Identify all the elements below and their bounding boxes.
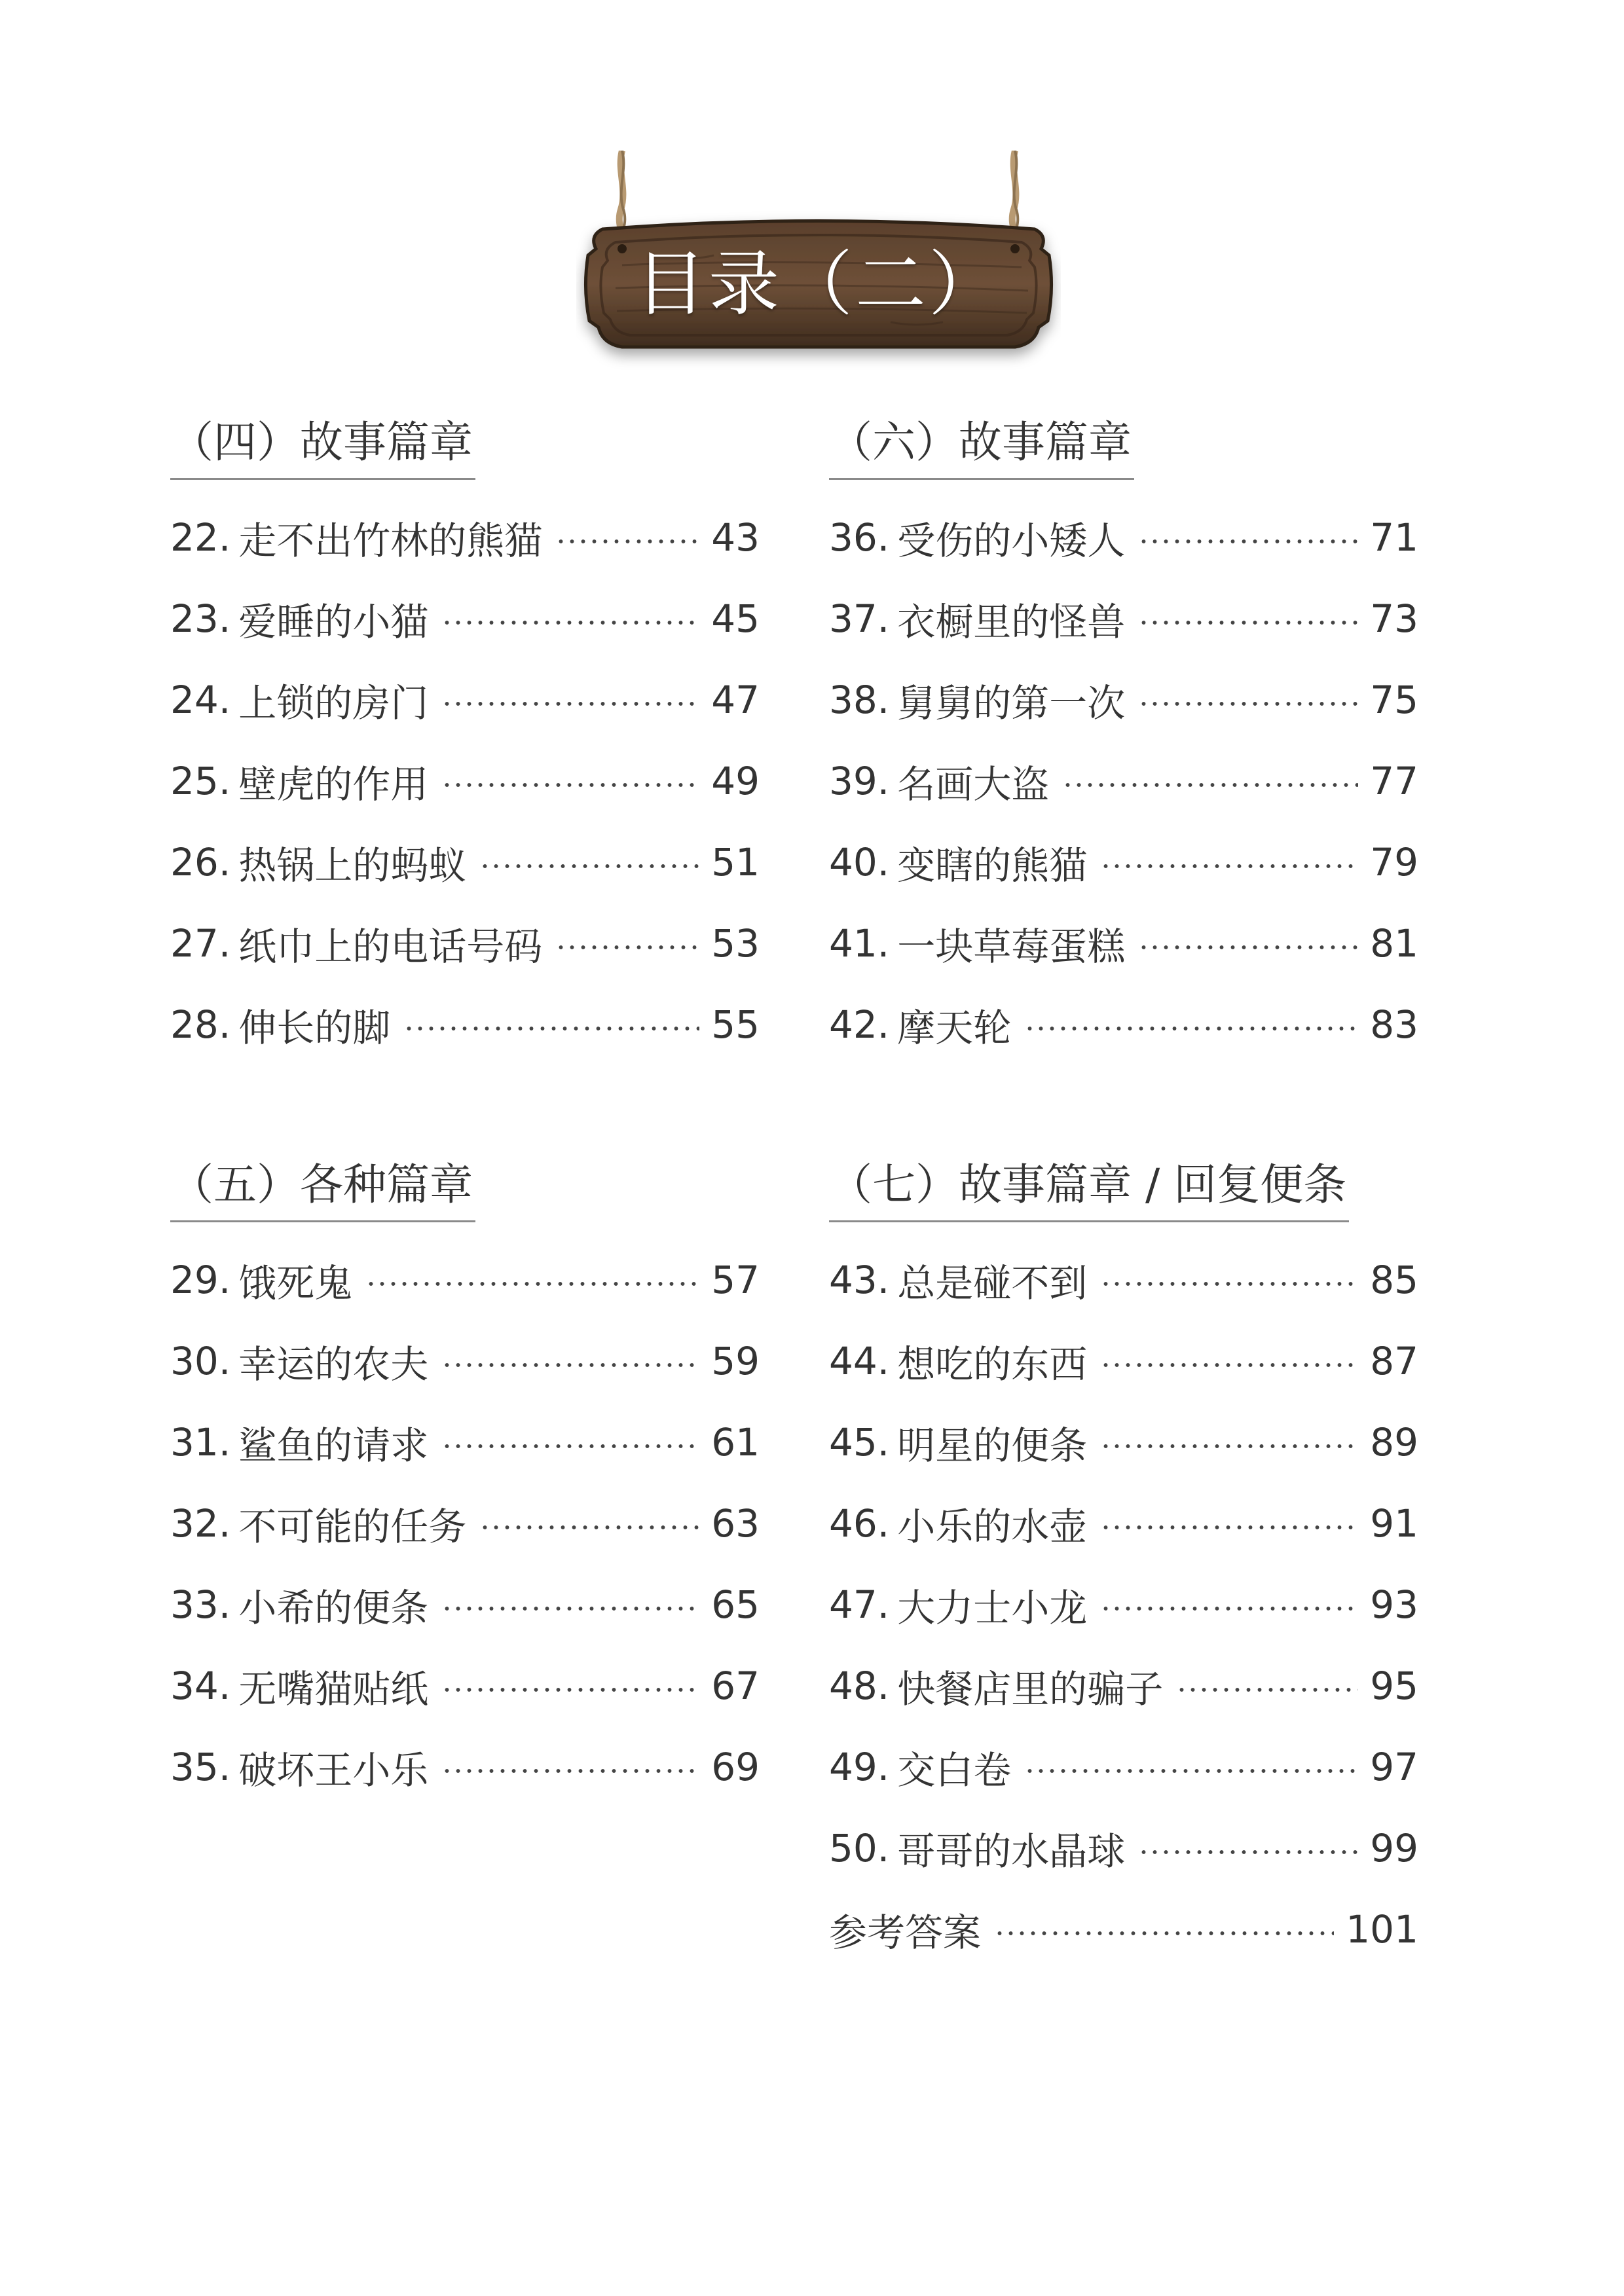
entry-number: 24. xyxy=(170,678,231,722)
toc-entry[interactable] xyxy=(170,1564,760,1645)
dot-leader xyxy=(441,782,699,788)
entry-title: 小希的便条 xyxy=(238,1586,429,1630)
entry-number: 33. xyxy=(170,1582,231,1627)
section-header: （四）故事篇章 xyxy=(170,412,475,480)
entry-number: 49. xyxy=(829,1745,890,1789)
dot-leader xyxy=(365,1281,699,1287)
entry-page: 93 xyxy=(1370,1582,1418,1627)
toc-section-7 xyxy=(829,1155,1418,1970)
toc-entry[interactable] xyxy=(170,578,760,659)
toc-entry[interactable] xyxy=(829,1645,1418,1726)
entry-page: 53 xyxy=(711,921,760,966)
entry-title: 参考答案 xyxy=(829,1910,982,1955)
dot-leader xyxy=(441,701,699,707)
entry-list xyxy=(829,497,1418,1065)
dot-leader xyxy=(1138,1849,1358,1855)
toc-entry[interactable] xyxy=(829,1321,1418,1402)
dot-leader xyxy=(1176,1686,1358,1693)
entry-title: 受伤的小矮人 xyxy=(897,519,1126,563)
toc-entry[interactable] xyxy=(170,903,760,984)
dot-leader xyxy=(1100,1605,1358,1612)
entry-number: 46. xyxy=(829,1501,890,1546)
entry-title: 小乐的水壶 xyxy=(897,1504,1088,1549)
dot-leader xyxy=(479,863,699,869)
entry-title: 一块草莓蛋糕 xyxy=(897,924,1126,969)
dot-leader xyxy=(1138,701,1358,707)
entry-title: 伸长的脚 xyxy=(238,1006,391,1050)
entry-title: 上锁的房门 xyxy=(238,681,429,725)
entry-page: 85 xyxy=(1370,1258,1418,1302)
entry-page: 67 xyxy=(711,1664,760,1708)
dot-leader xyxy=(555,944,699,951)
entry-number: 26. xyxy=(170,840,231,884)
toc-entry[interactable] xyxy=(829,1483,1418,1564)
toc-section-6 xyxy=(829,412,1418,1065)
entry-title: 想吃的东西 xyxy=(897,1342,1088,1387)
entry-number: 35. xyxy=(170,1745,231,1789)
entry-page: 77 xyxy=(1370,759,1418,803)
entry-page: 61 xyxy=(711,1420,760,1465)
entry-title: 走不出竹林的熊猫 xyxy=(238,519,543,563)
dot-leader xyxy=(1100,1443,1358,1449)
toc-section-5 xyxy=(170,1155,760,1808)
entry-number: 37. xyxy=(829,596,890,641)
entry-title: 不可能的任务 xyxy=(238,1504,467,1549)
dot-leader xyxy=(1100,863,1358,869)
toc-entry[interactable] xyxy=(170,1239,760,1321)
toc-entry[interactable] xyxy=(170,1645,760,1726)
toc-section-4 xyxy=(170,412,760,1065)
entry-number: 43. xyxy=(829,1258,890,1302)
entry-title: 壁虎的作用 xyxy=(238,762,429,807)
entry-list xyxy=(829,1239,1418,1970)
entry-number: 38. xyxy=(829,678,890,722)
entry-number: 30. xyxy=(170,1339,231,1383)
entry-number: 36. xyxy=(829,515,890,560)
entry-title: 快餐店里的骗子 xyxy=(897,1667,1164,1711)
entry-number: 42. xyxy=(829,1002,890,1047)
page-title: 目录（二） xyxy=(635,244,1002,325)
entry-page: 79 xyxy=(1370,840,1418,884)
entry-page: 101 xyxy=(1346,1907,1418,1952)
entry-page: 99 xyxy=(1370,1826,1418,1870)
dot-leader xyxy=(441,1362,699,1368)
dot-leader xyxy=(994,1930,1334,1937)
dot-leader xyxy=(1024,1025,1358,1032)
entry-number: 50. xyxy=(829,1826,890,1870)
toc-entry[interactable] xyxy=(170,1321,760,1402)
dot-leader xyxy=(403,1025,699,1032)
toc-entry[interactable] xyxy=(170,984,760,1065)
dot-leader xyxy=(441,1686,699,1693)
section-header: （六）故事篇章 xyxy=(829,412,1134,480)
entry-page: 95 xyxy=(1370,1664,1418,1708)
toc-entry[interactable] xyxy=(170,659,760,740)
entry-number: 39. xyxy=(829,759,890,803)
entry-list xyxy=(170,1239,760,1808)
entry-title: 爱睡的小猫 xyxy=(238,600,429,644)
entry-title: 交白卷 xyxy=(897,1748,1012,1793)
entry-title: 饿死鬼 xyxy=(238,1261,353,1305)
entry-page: 97 xyxy=(1370,1745,1418,1789)
entry-page: 87 xyxy=(1370,1339,1418,1383)
entry-title: 摩天轮 xyxy=(897,1006,1012,1050)
section-header: （五）各种篇章 xyxy=(170,1155,475,1222)
toc-entry[interactable] xyxy=(829,903,1418,984)
entry-number: 23. xyxy=(170,596,231,641)
entry-page: 73 xyxy=(1370,596,1418,641)
entry-number: 32. xyxy=(170,1501,231,1546)
dot-leader xyxy=(441,1605,699,1612)
toc-entry-answers[interactable] xyxy=(829,1889,1418,1970)
entry-page: 69 xyxy=(711,1745,760,1789)
entry-page: 59 xyxy=(711,1339,760,1383)
entry-number: 41. xyxy=(829,921,890,966)
dot-leader xyxy=(1138,619,1358,626)
entry-number: 44. xyxy=(829,1339,890,1383)
dot-leader xyxy=(1024,1768,1358,1774)
entry-title: 名画大盗 xyxy=(897,762,1050,807)
toc-entry[interactable] xyxy=(829,1726,1418,1808)
toc-entry[interactable] xyxy=(829,984,1418,1065)
dot-leader xyxy=(1100,1524,1358,1531)
entry-number: 45. xyxy=(829,1420,890,1465)
entry-title: 哥哥的水晶球 xyxy=(897,1829,1126,1874)
toc-entry[interactable] xyxy=(170,740,760,822)
entry-list xyxy=(170,497,760,1065)
entry-number: 22. xyxy=(170,515,231,560)
entry-page: 49 xyxy=(711,759,760,803)
entry-title: 大力士小龙 xyxy=(897,1586,1088,1630)
entry-page: 65 xyxy=(711,1582,760,1627)
entry-page: 81 xyxy=(1370,921,1418,966)
entry-number: 47. xyxy=(829,1582,890,1627)
entry-page: 71 xyxy=(1370,515,1418,560)
entry-page: 63 xyxy=(711,1501,760,1546)
entry-number: 29. xyxy=(170,1258,231,1302)
entry-title: 变瞎的熊猫 xyxy=(897,843,1088,888)
dot-leader xyxy=(1138,538,1358,545)
entry-title: 幸运的农夫 xyxy=(238,1342,429,1387)
entry-number: 28. xyxy=(170,1002,231,1047)
entry-number: 25. xyxy=(170,759,231,803)
entry-page: 51 xyxy=(711,840,760,884)
dot-leader xyxy=(555,538,699,545)
entry-title: 衣橱里的怪兽 xyxy=(897,600,1126,644)
toc-entry[interactable] xyxy=(829,1239,1418,1321)
entry-page: 57 xyxy=(711,1258,760,1302)
toc-entry[interactable] xyxy=(170,1402,760,1483)
entry-page: 75 xyxy=(1370,678,1418,722)
section-header: （七）故事篇章 / 回复便条 xyxy=(829,1155,1349,1222)
toc-entry[interactable] xyxy=(829,497,1418,578)
toc-entry[interactable] xyxy=(829,1808,1418,1889)
entry-title: 舅舅的第一次 xyxy=(897,681,1126,725)
entry-title: 鲨鱼的请求 xyxy=(238,1423,429,1468)
entry-title: 热锅上的蚂蚁 xyxy=(238,843,467,888)
toc-entry[interactable] xyxy=(170,1726,760,1808)
entry-number: 40. xyxy=(829,840,890,884)
toc-entry[interactable] xyxy=(829,1402,1418,1483)
entry-page: 47 xyxy=(711,678,760,722)
dot-leader xyxy=(1138,944,1358,951)
toc-entry[interactable] xyxy=(170,822,760,903)
entry-title: 明星的便条 xyxy=(897,1423,1088,1468)
toc-entry[interactable] xyxy=(829,578,1418,659)
toc-entry[interactable] xyxy=(829,822,1418,903)
entry-title: 破坏王小乐 xyxy=(238,1748,429,1793)
entry-page: 83 xyxy=(1370,1002,1418,1047)
toc-entry[interactable] xyxy=(170,497,760,578)
entry-page: 55 xyxy=(711,1002,760,1047)
dot-leader xyxy=(441,619,699,626)
toc-entry[interactable] xyxy=(829,740,1418,822)
entry-title: 总是碰不到 xyxy=(897,1261,1088,1305)
dot-leader xyxy=(1100,1281,1358,1287)
entry-title: 无嘴猫贴纸 xyxy=(238,1667,429,1711)
entry-number: 34. xyxy=(170,1664,231,1708)
title-sign xyxy=(576,151,1061,373)
dot-leader xyxy=(1100,1362,1358,1368)
entry-page: 89 xyxy=(1370,1420,1418,1465)
dot-leader xyxy=(441,1443,699,1449)
dot-leader xyxy=(1062,782,1358,788)
toc-entry[interactable] xyxy=(170,1483,760,1564)
entry-number: 31. xyxy=(170,1420,231,1465)
dot-leader xyxy=(441,1768,699,1774)
entry-page: 91 xyxy=(1370,1501,1418,1546)
dot-leader xyxy=(479,1524,699,1531)
entry-number: 48. xyxy=(829,1664,890,1708)
toc-entry[interactable] xyxy=(829,1564,1418,1645)
entry-number: 27. xyxy=(170,921,231,966)
toc-entry[interactable] xyxy=(829,659,1418,740)
entry-page: 45 xyxy=(711,596,760,641)
entry-page: 43 xyxy=(711,515,760,560)
entry-title: 纸巾上的电话号码 xyxy=(238,924,543,969)
